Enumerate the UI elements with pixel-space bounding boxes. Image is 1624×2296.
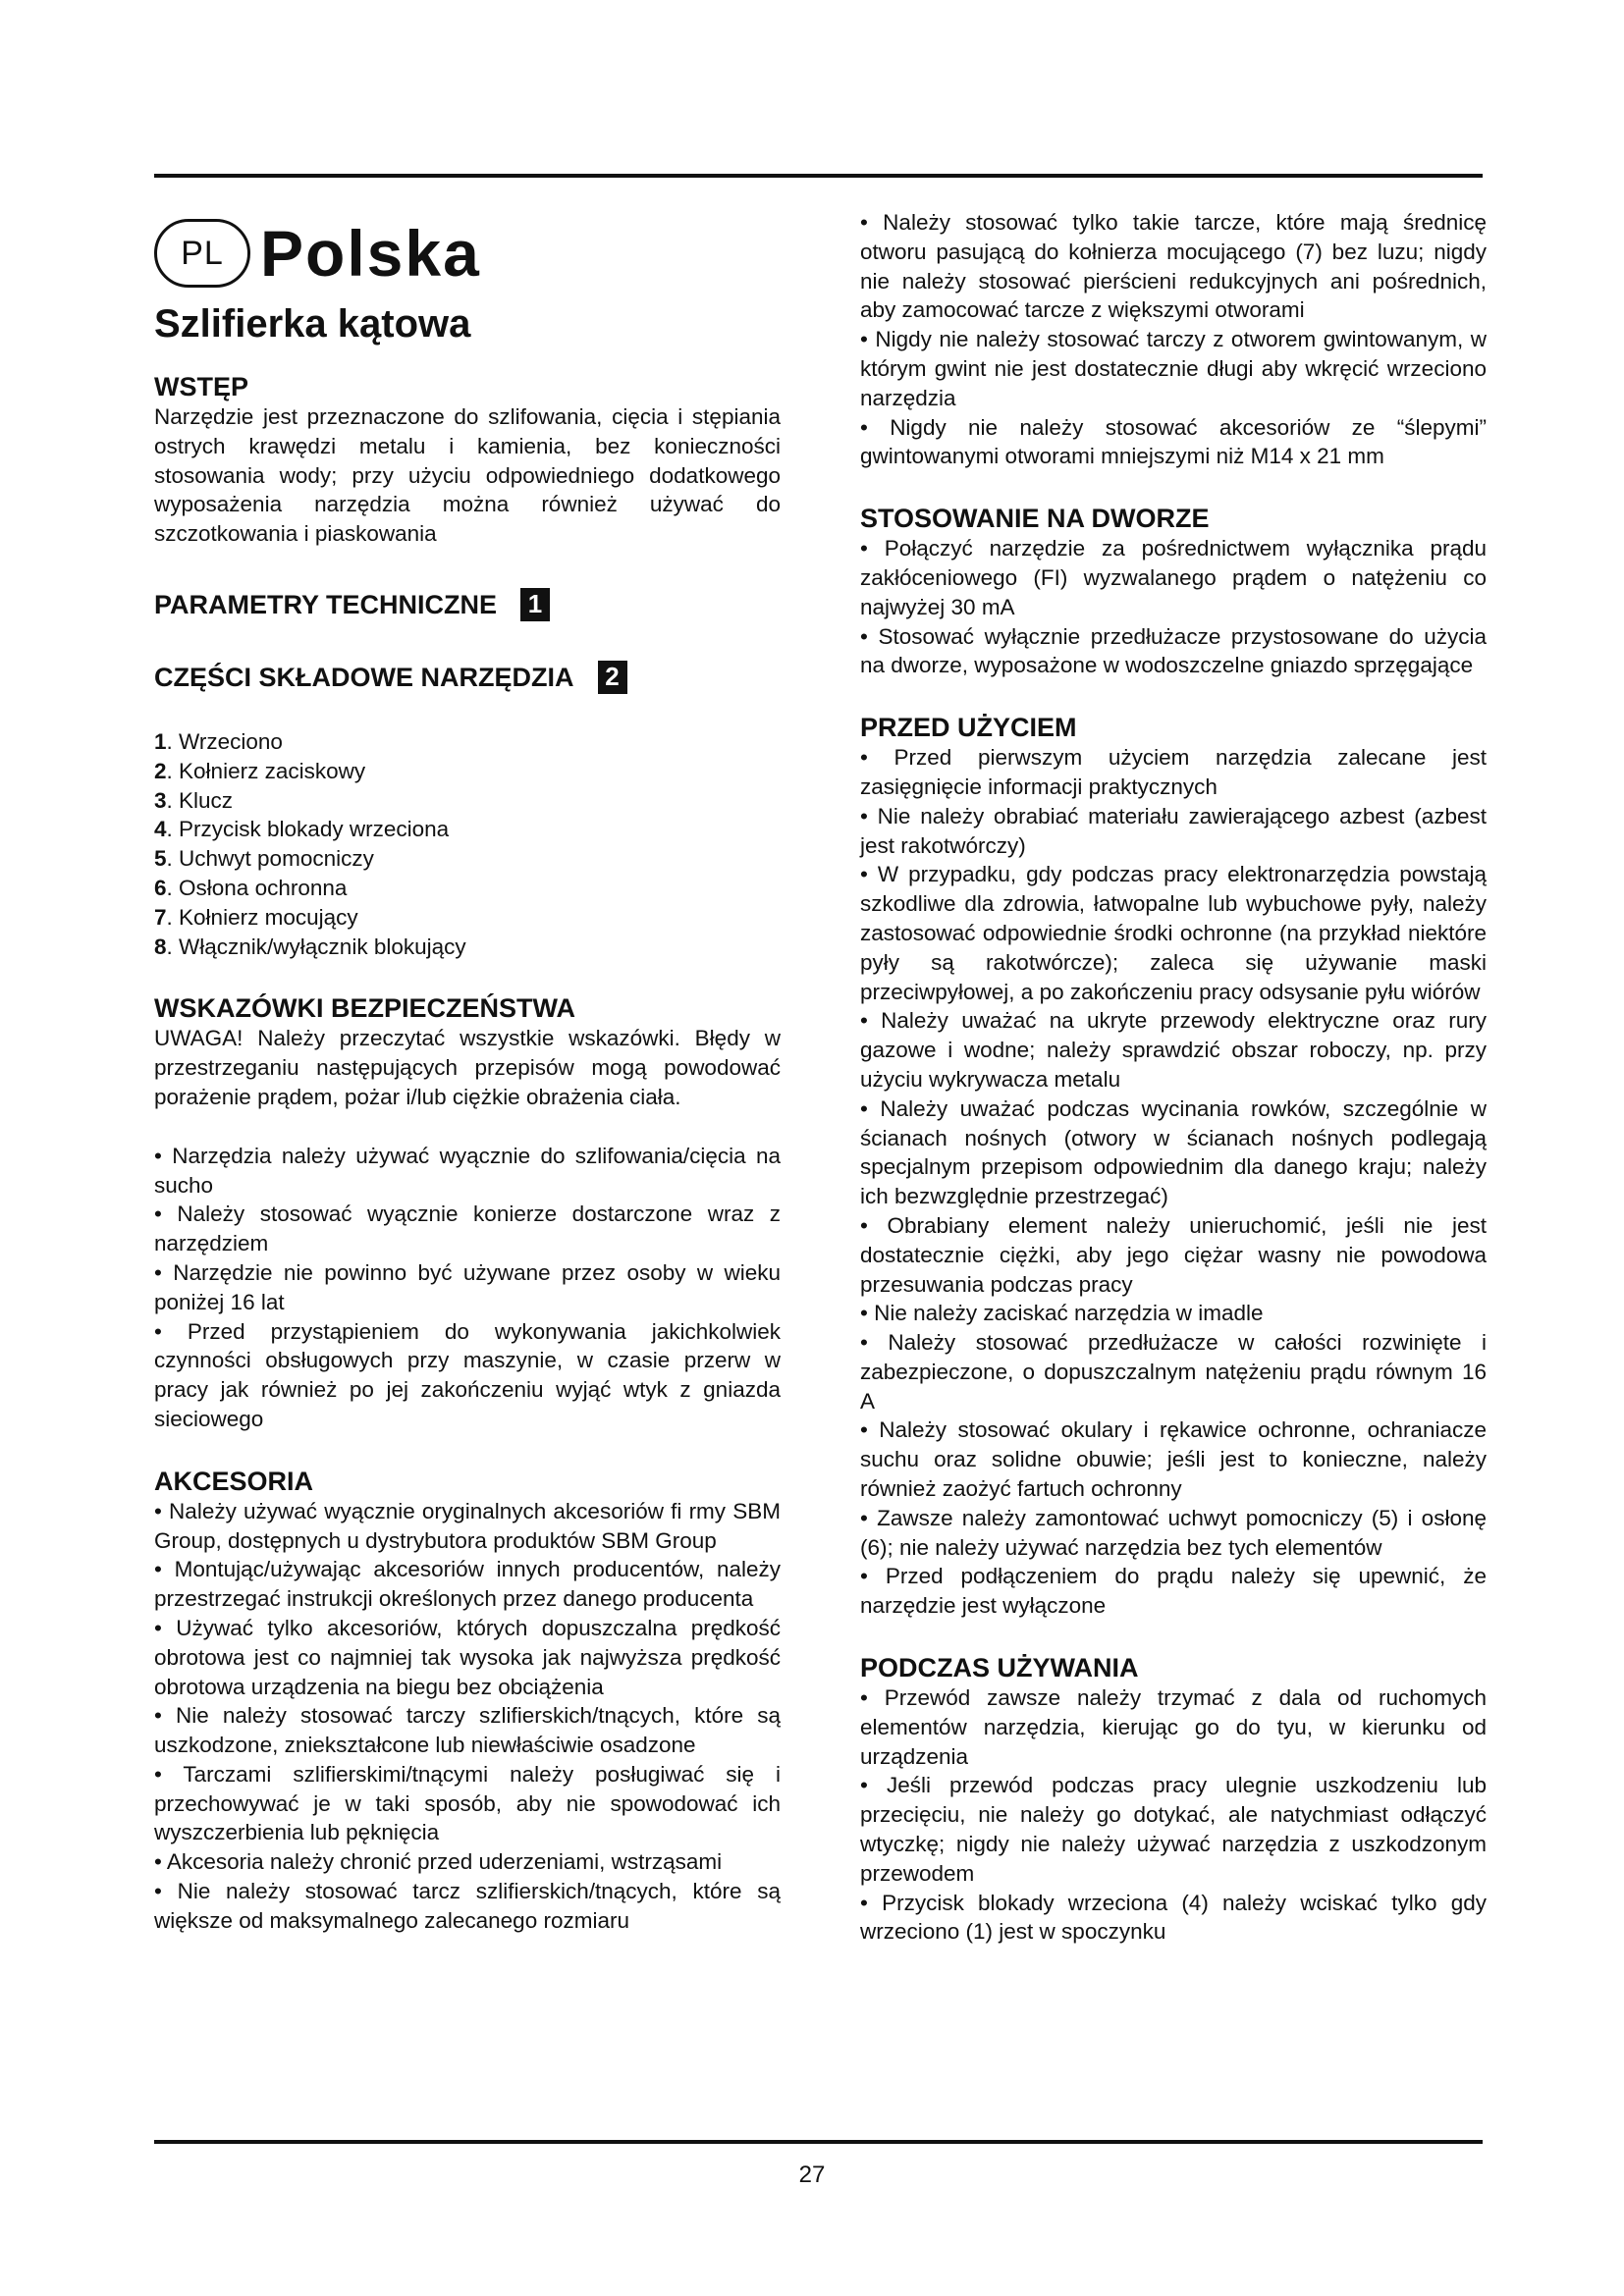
figure-ref-box: 2 (598, 661, 627, 694)
figure-ref-box: 1 (520, 588, 550, 621)
outdoor-bullet: • Stosować wyłącznie przedłużacze przystosowane do użycia na dworze, wyposażone w wodoszczelne gniazdo sprzęgające (860, 623, 1487, 678)
right-column (860, 208, 1487, 1947)
during-use-heading: PODCZAS UŻYWANIA (860, 1653, 1139, 1683)
before-use-bullet: • Obrabiany element należy unieruchomić, jeśli nie jest dostatecznie ciężki, aby jego ciężar wasny nie powodowa przesuwania podczas pracy (860, 1212, 1487, 1297)
accessories-heading: AKCESORIA (154, 1466, 314, 1496)
language-header (154, 208, 781, 298)
before-use-bullet: • Należy uważać podczas wycinania rowków, szczególnie w ścianach nośnych (otwory w ścianach nośnych podlegają specjalnym przepisom odpowiednim dla danego kraju; należy ich bezwzględnie przestrzegać) (860, 1095, 1487, 1209)
list-item: 4. Przycisk blokady wrzeciona (154, 817, 450, 842)
params-heading-row (154, 588, 781, 621)
before-use-bullet: • Należy uważać na ukryte przewody elektryczne oraz rury gazowe i wodne; należy sprawdzić obszar roboczy, np. przy użyciu wykrywacza metalu (860, 1008, 1487, 1092)
before-use-heading: PRZED UŻYCIEM (860, 713, 1077, 743)
safety-bullet: • Przed przystąpieniem do wykonywania jakichkolwiek czynności obsługowych przy maszynie, w czasie przerw w pracy jak również po jej zakończeniu wyjąć wtyk z gniazda sieciowego (154, 1318, 781, 1431)
accessories-bullet: • Nie należy stosować tarczy szlifierskich/tnących, które są uszkodzone, zniekształcone lub niewłaściwie osadzone (154, 1703, 781, 1758)
accessories-continued-bullet: • Nigdy nie należy stosować akcesoriów ze “ślepymi” gwintowanymi otworami mniejszymi niż M14 x 21 mm (860, 414, 1487, 469)
list-item: 7. Kołnierz mocujący (154, 904, 358, 930)
accessories-continued-bullet: • Nigdy nie należy stosować tarczy z otworem gwintowanym, w którym gwint nie jest dostatecznie długi aby wkręcić wrzeciono narzędzia (860, 327, 1487, 410)
parts-heading: CZĘŚCI SKŁADOWE NARZĘDZIA (154, 662, 574, 692)
during-use-bullet: • Jeśli przewód podczas pracy ulegnie uszkodzeniu lub przecięciu, nie należy go dotykać, ale natychmiast odłączyć wtyczkę; nigdy nie należy używać narzędzia z uszkodzonym przewodem (860, 1773, 1487, 1886)
accessories-bullet: • Należy używać wyącznie oryginalnych akcesoriów fi rmy SBM Group, dostępnych u dystrybutora produktów SBM Group (154, 1498, 781, 1553)
accessories-continued-bullet: • Należy stosować tylko takie tarcze, które mają średnicę otworu pasującą do kołnierza mocującego (7) bez luzu; nigdy nie należy stosować pierścieni redukcyjnych ani pośrednich, aby zamocować tarcze z większymi otworami (860, 210, 1487, 323)
before-use-bullet: • Przed pierwszym użyciem narzędzia zalecane jest zasięgnięcie informacji praktycznych (860, 745, 1487, 799)
safety-bullet: • Narzędzie nie powinno być używane przez osoby w wieku poniżej 16 lat (154, 1259, 781, 1314)
accessories-bullet: • Montując/używając akcesoriów innych producentów, należy przestrzegać instrukcji określonych przez danego producenta (154, 1557, 781, 1612)
accessories-bullet: • Tarczami szlifierskimi/tnącymi należy posługiwać się i przechowywać je w taki sposób, aby nie spowodować ich wyszczerbienia lub pęknięcia (154, 1761, 781, 1845)
list-item: 8. Włącznik/wyłącznik blokujący (154, 934, 466, 959)
page-number: 27 (798, 2162, 826, 2188)
before-use-bullet: • Nie należy obrabiać materiału zawierającego azbest (azbest jest rakotwórczy) (860, 803, 1487, 858)
accessories-bullet: • Akcesoria należy chronić przed uderzeniami, wstrząsami (154, 1849, 723, 1875)
outdoor-bullet: • Połączyć narzędzie za pośrednictwem wyłącznika prądu zakłóceniowego (FI) wyzwalanego prądem o natężeniu co najwyżej 30 mA (860, 536, 1487, 619)
safety-heading: WSKAZÓWKI BEZPIECZEŃSTWA (154, 993, 575, 1024)
intro-heading: WSTĘP (154, 372, 249, 401)
before-use-bullet: • Należy stosować przedłużacze w całości rozwinięte i zabezpieczone, o dopuszczalnym natężeniu prądu równym 16 A (860, 1330, 1487, 1414)
language-code-badge: PL (154, 219, 250, 288)
safety-bullet: • Należy stosować wyącznie konierze dostarczone wraz z narzędziem (154, 1201, 781, 1256)
accessories-bullet: • Używać tylko akcesoriów, których dopuszczalna prędkość obrotowa jest co najmniej tak wysoka jak najwyższa prędkość obrotowa urządzenia na biegu bez obciążenia (154, 1615, 781, 1699)
intro-text: Narzędzie jest przeznaczone do szlifowania, cięcia i stępiania ostrych krawędzi metalu i kamienia, bez konieczności stosowania wody; przy użyciu odpowiedniego dodatkowego wyposażenia narzędzia można również używać do szczotkowania i piaskowania (154, 404, 781, 547)
language-title: Polska (260, 217, 481, 290)
safety-bullet: • Narzędzia należy używać wyącznie do szlifowania/cięcia na sucho (154, 1143, 781, 1198)
list-item: 3. Klucz (154, 787, 234, 813)
outdoor-heading: STOSOWANIE NA DWORZE (860, 504, 1210, 534)
list-item: 2. Kołnierz zaciskowy (154, 758, 366, 783)
before-use-bullet: • Zawsze należy zamontować uchwyt pomocniczy (5) i osłonę (6); nie należy używać narzędzia bez tych elementów (860, 1505, 1487, 1560)
before-use-bullet: • W przypadku, gdy podczas pracy elektronarzędzia powstają szkodliwe dla zdrowia, łatwopalne lub wybuchowe pyły, należy zastosować odpowiednie środki ochronne (na przykład niektóre pyły są rakotwórcze); zaleca się używanie maski przeciwpyłowej, a po zakończeniu pracy odsysanie pyłu wiórów (860, 862, 1487, 1004)
params-heading: PARAMETRY TECHNICZNE (154, 589, 498, 619)
during-use-bullet: • Przewód zawsze należy trzymać z dala od ruchomych elementów narzędzia, kierując go do tyu, w kierunku od urządzenia (860, 1685, 1487, 1769)
list-item: 1. Wrzeciono (154, 728, 283, 754)
list-item: 5. Uchwyt pomocniczy (154, 846, 374, 872)
document-subtitle: Szlifierka kątowa (154, 302, 471, 346)
accessories-bullet: • Nie należy stosować tarcz szlifierskich/tnących, które są większe od maksymalnego zalecanego rozmiaru (154, 1879, 781, 1933)
before-use-bullet: • Przed podłączeniem do prądu należy się upewnić, że narzędzie jest wyłączone (860, 1564, 1487, 1619)
parts-list (154, 727, 781, 961)
parts-heading-row (154, 661, 781, 694)
during-use-bullet: • Przycisk blokady wrzeciona (4) należy wciskać tylko gdy wrzeciono (1) jest w spoczynku (860, 1890, 1487, 1945)
left-column (154, 208, 781, 1936)
safety-warning: UWAGA! Należy przeczytać wszystkie wskazówki. Błędy w przestrzeganiu następujących przepisów mogą powodować porażenie prądem, pożar i/lub ciężkie obrażenia ciała. (154, 1026, 781, 1109)
before-use-bullet: • Należy stosować okulary i rękawice ochronne, ochraniacze suchu oraz solidne obuwie; jeśli jest to konieczne, należy również zaożyć fartuch ochronny (860, 1417, 1487, 1502)
before-use-bullet: • Nie należy zaciskać narzędzia w imadle (860, 1301, 1264, 1326)
list-item: 6. Osłona ochronna (154, 875, 348, 900)
top-rule (154, 174, 1483, 178)
bottom-rule (154, 2140, 1483, 2144)
